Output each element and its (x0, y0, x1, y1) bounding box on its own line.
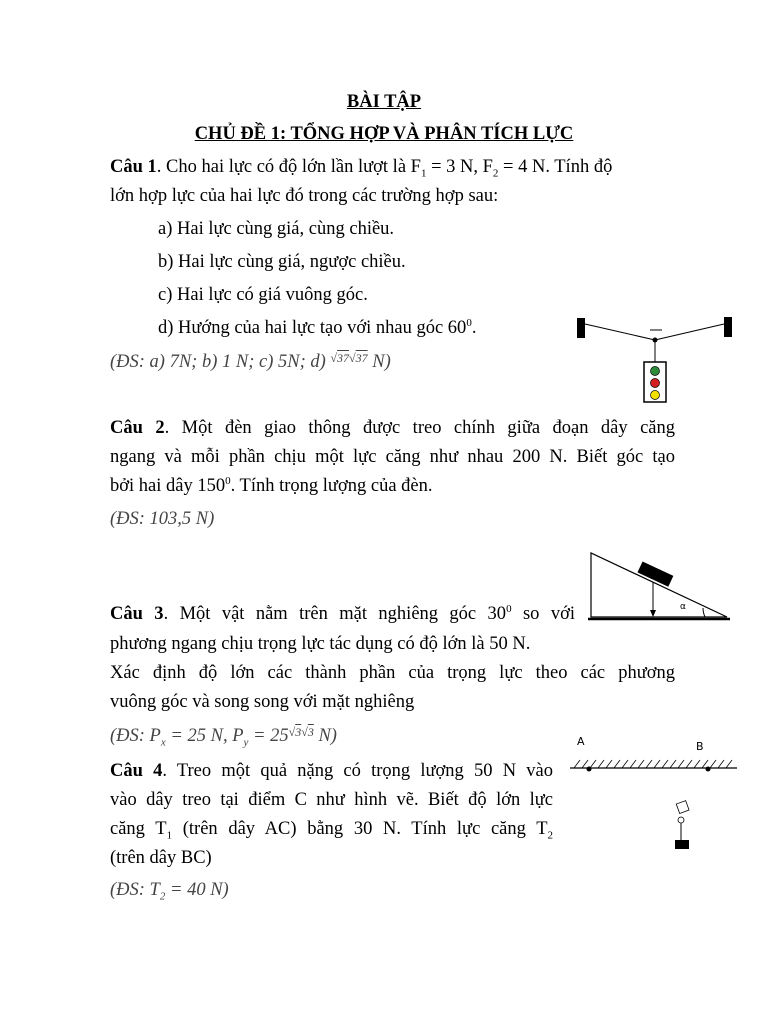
point-b (706, 767, 711, 772)
q4-answer: (ĐS: $T_2 = 40$ N) (110, 880, 229, 903)
q1-option-b: b) Hai lực cùng giá, ngược chiều. (158, 252, 406, 272)
q1-label: Câu 1 (110, 157, 157, 177)
q4-line3: căng $T_1$ (trên dây AC) bằng 30 N. Tính lực căng $T_2$ (110, 819, 554, 842)
page-subtitle: CHỦ ĐỀ 1: TỔNG HỢP VÀ PHÂN TÍCH LỰC (194, 124, 574, 144)
q3-label: Câu 3 (110, 604, 164, 624)
q3-answer: (ĐS: $P_x = 25$ N, $P_y = 25^{√3√3}$ N) (110, 725, 337, 749)
q1-option-d: d) Hướng của hai lực tạo với nhau góc $60^0$. (158, 316, 477, 338)
point-a (587, 767, 592, 772)
point-a-label: A (577, 735, 585, 748)
q2-line1: Câu 2. Một đèn giao thông được treo chính giữa đoạn dây căng (110, 418, 675, 438)
q2-line3: bởi hai dây $150^0$. Tính trọng lượng của đèn. (110, 474, 433, 496)
point-b-label: B (696, 740, 704, 753)
point-c (678, 817, 684, 823)
q3-line3: Xác định độ lớn các thành phần của trọng lực theo các phương (110, 663, 675, 683)
q4-line4: (trên dây BC) (110, 848, 212, 868)
q1-answer: (ĐS: a) 7N; b) 1 N; c) 5N; d) $^{√37√37}$ N) (110, 351, 391, 372)
q1-option-a: a) Hai lực cùng giá, cùng chiều. (158, 219, 395, 239)
q1-line1: Câu 1. Cho hai lực có độ lớn lần lượt là $F_1 = 3$ N, $F_2 = 4$ N. Tính độ (110, 157, 613, 180)
q3-line2: phương ngang chịu trọng lực tác dụng có độ lớn là 50 N. (110, 634, 531, 654)
q4-line2: vào dây treo tại điểm C như hình vẽ. Biết độ lớn lực (110, 790, 553, 810)
hanging-mass (675, 840, 689, 849)
q2-label: Câu 2 (110, 418, 165, 438)
sqrt-symbol: √37√37 (330, 351, 368, 365)
sqrt-symbol: √3√3 (288, 725, 314, 739)
q2-line2: ngang và mỗi phần chịu một lực căng như nhau 200 N. Biết góc tạo (110, 447, 675, 467)
q1-line2: lớn hợp lực của hai lực đó trong các trường hợp sau: (110, 186, 499, 206)
q3-line1: Câu 3. Một vật nằm trên mặt nghiêng góc $30^0$ so với (110, 602, 576, 624)
q1-option-c: c) Hai lực có giá vuông góc. (158, 285, 368, 305)
angle-label: α (680, 602, 686, 612)
page-title: BÀI TẬP (346, 92, 422, 112)
q2-answer: (ĐS: 103,5 N) (110, 509, 215, 529)
q4-label: Câu 4 (110, 761, 163, 781)
q4-line1: Câu 4. Treo một quả nặng có trọng lượng 50 N vào (110, 761, 553, 781)
q3-line4: vuông góc và song song với mặt nghiêng (110, 692, 415, 712)
